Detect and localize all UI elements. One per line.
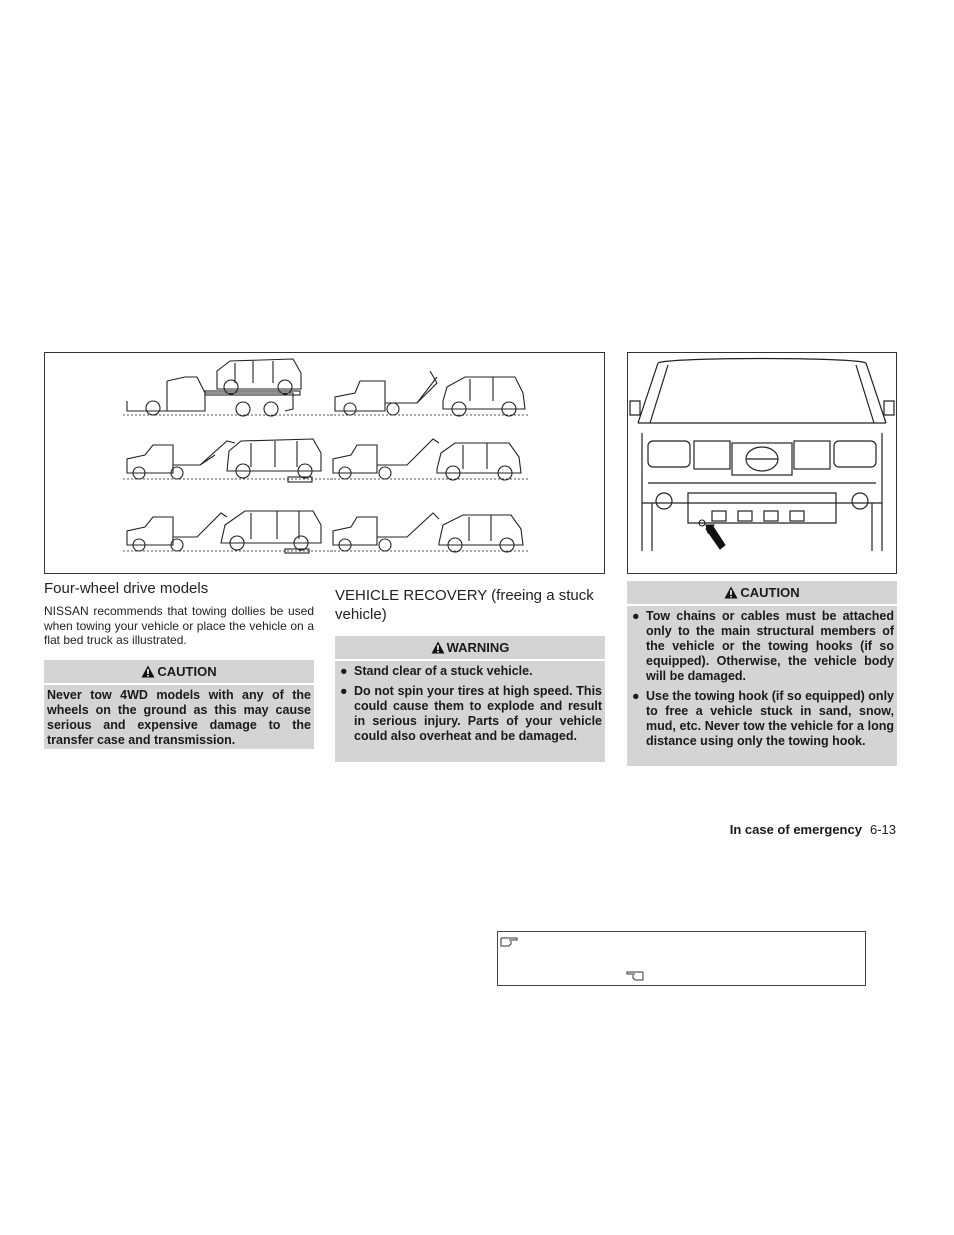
page-footer: [730, 822, 896, 837]
caution-list: [630, 609, 894, 749]
caution-box-4wd: [44, 660, 314, 749]
list-item: ● Use the towing hook (if so equipped) only to free a vehicle stuck in sand, snow, mud, etc. Never tow the vehicle for a long distance using only the towing hook.: [632, 689, 894, 748]
warning-body: [335, 661, 605, 748]
list-item: ● Tow chains or cables must be attached only to the main structural members of the vehicle or the towing hooks (if so equipped). Otherwise, the vehicle body will be damaged.: [632, 609, 894, 683]
vehicle-recovery-heading: VEHICLE RECOVERY (freeing a stuck vehicle): [335, 587, 594, 623]
warning-box: [335, 636, 605, 762]
towing-illustration: [44, 352, 605, 574]
warning-triangle-icon: [724, 586, 738, 599]
caution-text: Never tow 4WD models with any of the wheels on the ground as this may cause serious and expensive damage to the transfer case and transmission.: [47, 688, 311, 747]
pointing-hand-icon: [624, 968, 644, 981]
caution-title: CAUTION: [740, 585, 800, 600]
towing-methods-drawing: [45, 353, 604, 573]
bullet-icon: ●: [632, 609, 640, 623]
warning-list: [338, 664, 602, 744]
four-wheel-drive-heading: Four-wheel drive models: [44, 580, 209, 597]
caution-body: [627, 606, 897, 753]
page-number: 6-13: [869, 822, 896, 837]
warning-triangle-icon: [141, 665, 155, 678]
caution-title: CAUTION: [157, 664, 217, 679]
reference-note-box: [497, 931, 866, 986]
caution-box-towing-hook: [627, 581, 897, 766]
caution-header: [44, 660, 314, 685]
caution-body: [44, 685, 314, 752]
towing-hook-illustration: [627, 352, 897, 574]
list-item: ● Do not spin your tires at high speed. This could cause them to explode and result in serious injury. Parts of your vehicle could also overheat and be damaged.: [340, 684, 602, 743]
warning-triangle-icon: [431, 641, 445, 654]
bullet-icon: ●: [340, 684, 348, 698]
warning-header: [335, 636, 605, 661]
vehicle-front-drawing: [628, 353, 896, 573]
bullet-icon: ●: [340, 664, 348, 678]
footer-section-title: In case of emergency: [729, 822, 862, 837]
list-item: ● Stand clear of a stuck vehicle.: [340, 664, 533, 678]
pointing-hand-icon: [500, 934, 520, 947]
warning-title: WARNING: [446, 640, 510, 655]
towing-dollies-paragraph: NISSAN recommends that towing dollies be used when towing your vehicle or place the vehicle on a flat bed truck as illustrated.: [44, 604, 314, 647]
caution-header: [627, 581, 897, 606]
bullet-icon: ●: [632, 689, 640, 703]
